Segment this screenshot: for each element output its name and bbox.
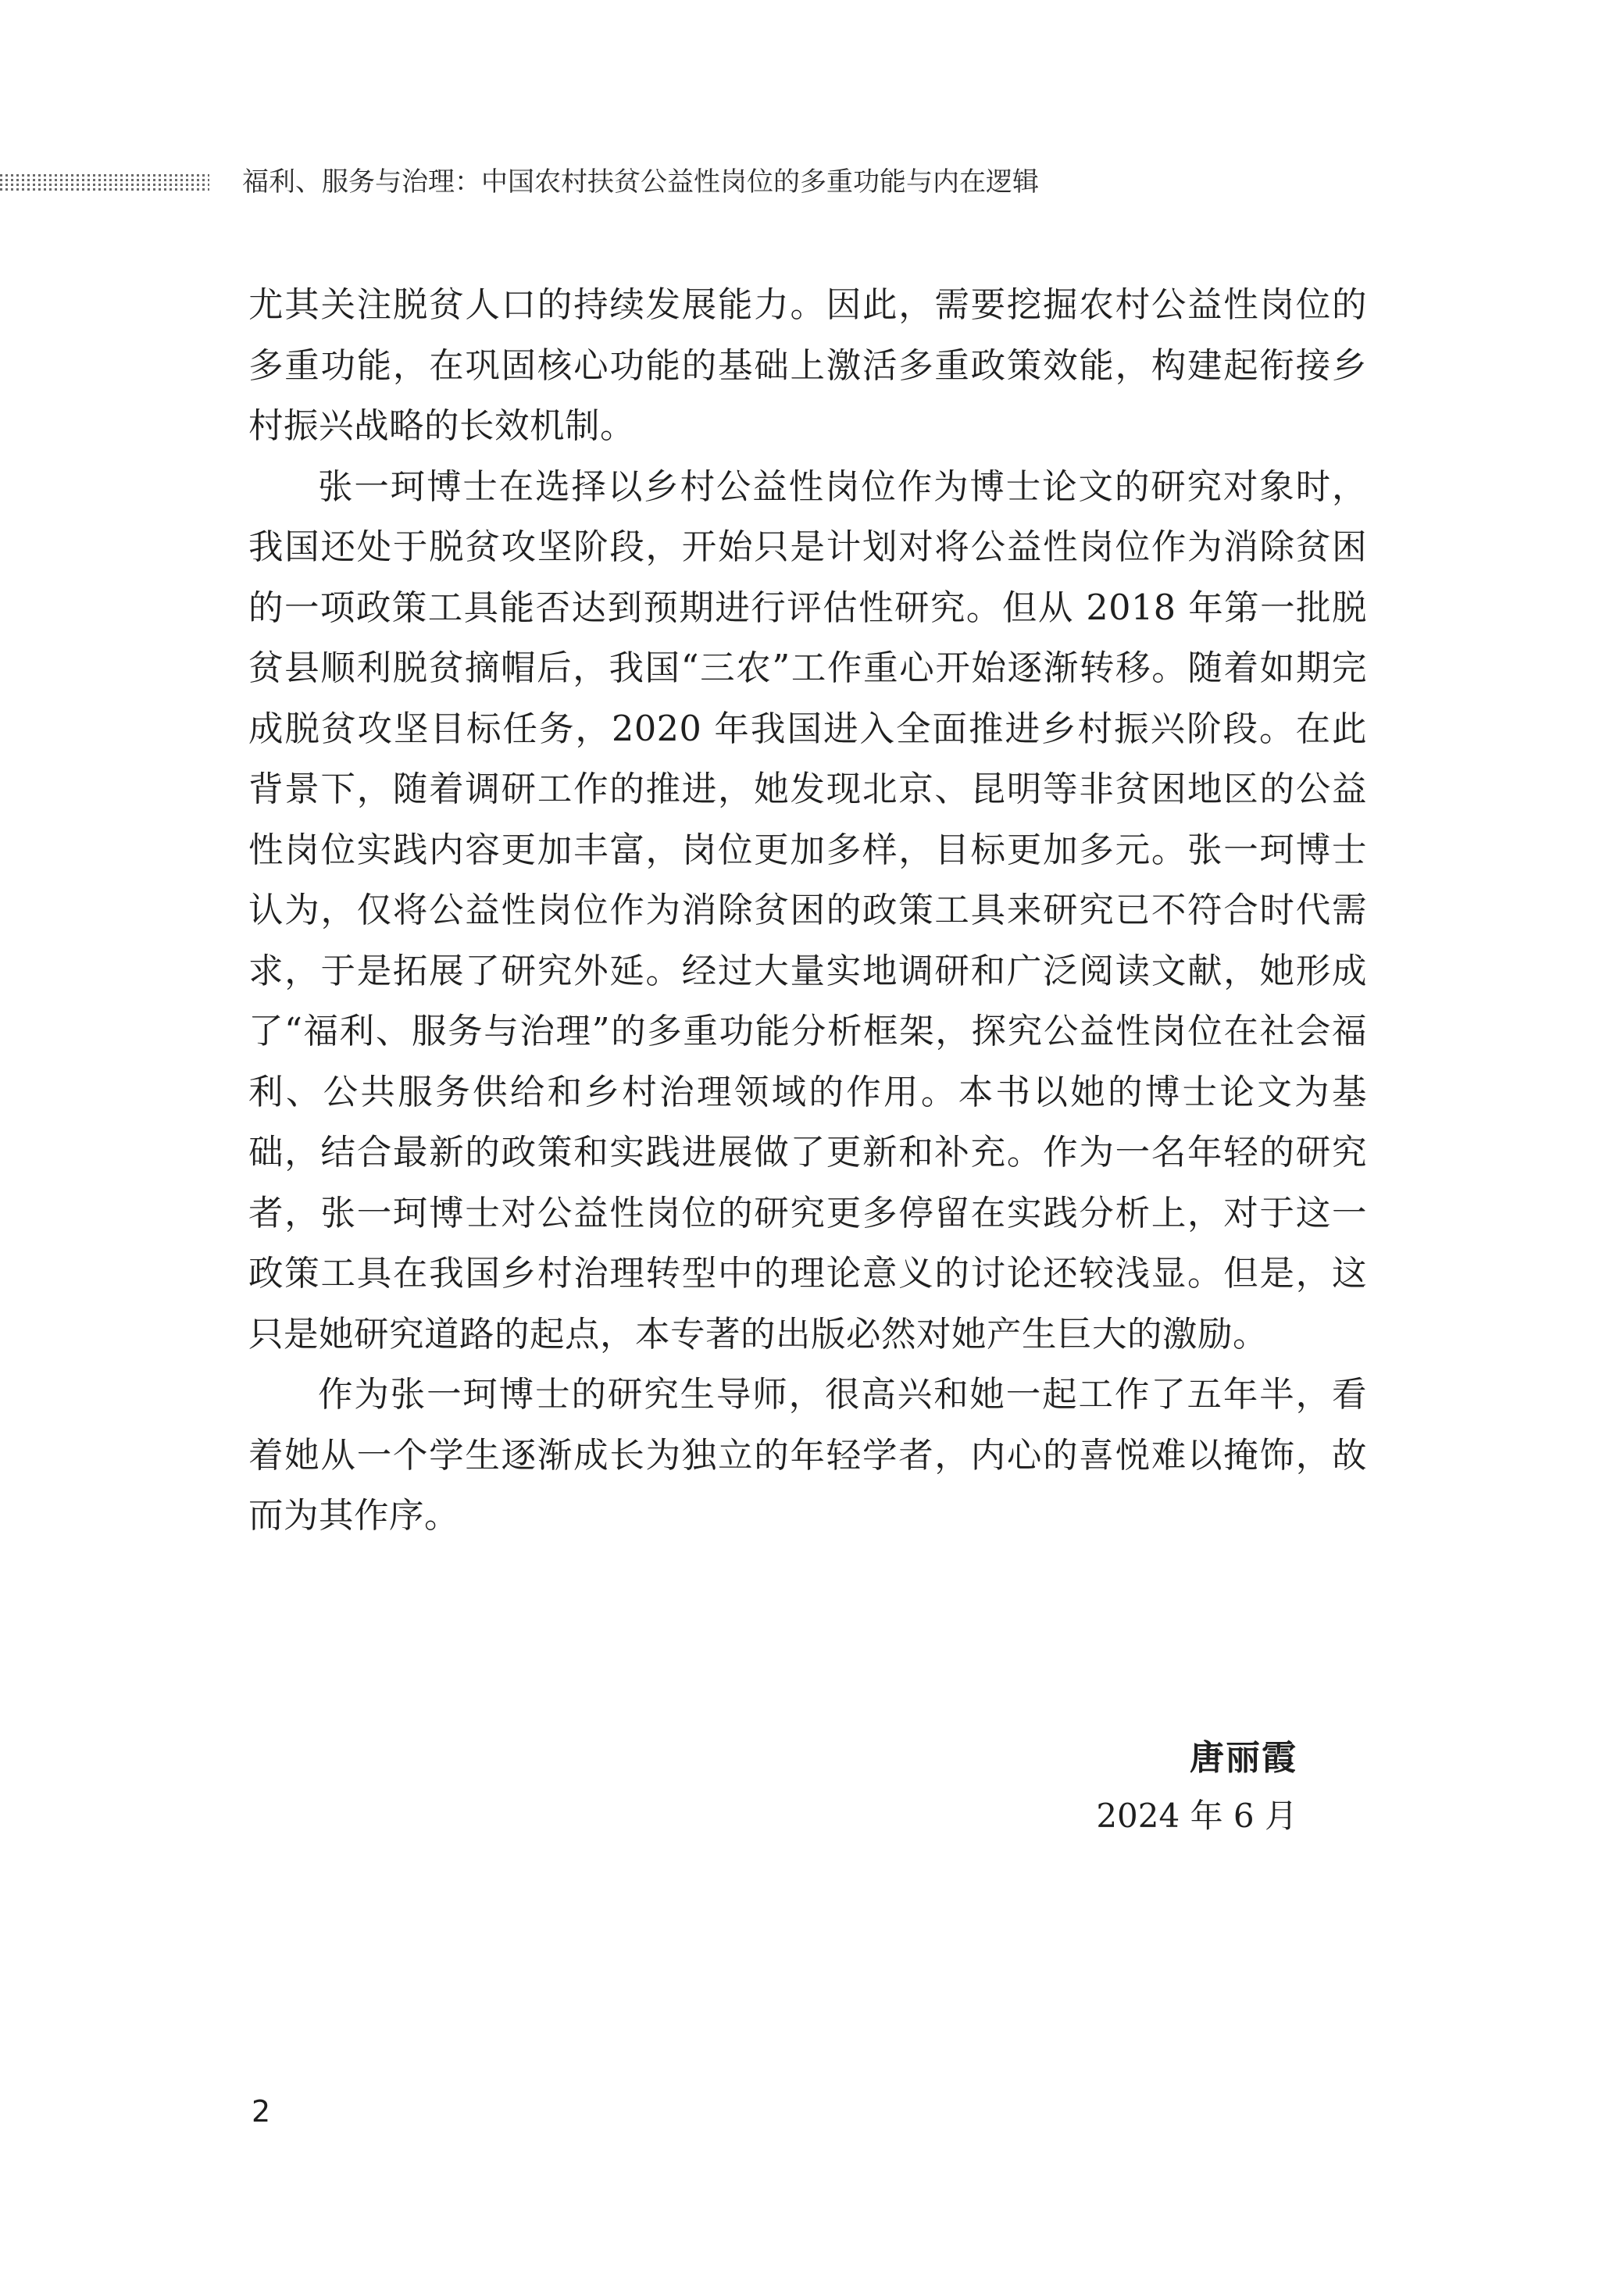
paragraph: 张一珂博士在选择以乡村公益性岗位作为博士论文的研究对象时，我国还处于脱贫攻坚阶段，开始只是计划对将公益性岗位作为消除贫困的一项政策工具能否达到预期进行评估性研究。但从 2018 年第一批脱贫县顺利脱贫摘帽后，我国“三农”工作重心开始逐渐转移。随着如期完成脱贫攻坚目标任务，2020 年我国进入全面推进乡村振兴阶段。在此背景下，随着调研工作的推进，她发现北京、昆明等非贫困地区的公益性岗位实践内容更加丰富，岗位更加多样，目标更加多元。张一珂博士认为，仅将公益性岗位作为消除贫困的政策工具来研究已不符合时代需求，于是拓展了研究外延。经过大量实地调研和广泛阅读文献，她形成了“福利、服务与治理”的多重功能分析框架，探究公益性岗位在社会福利、公共服务供给和乡村治理领域的作用。本书以她的博士论文为基础，结合最新的政策和实践进展做了更新和补充。作为一名年轻的研究者，张一珂博士对公益性岗位的研究更多停留在实践分析上，对于这一政策工具在我国乡村治理转型中的理论意义的讨论还较浅显。但是，这只是她研究道路的起点，本专著的出版必然对她产生巨大的激励。 [248,466,1367,1355]
body-text [248,275,1367,1547]
paragraph: 作为张一珂博士的研究生导师，很高兴和她一起工作了五年半，看着她从一个学生逐渐成长为独立的年轻学者，内心的喜悦难以掩饰，故而为其作序。 [248,1375,1367,1536]
signature-block [1096,1730,1297,1844]
page-number: 2 [252,2094,271,2129]
signature-date: 2024 年 6 月 [1096,1797,1297,1835]
header-dotted-ornament [0,174,209,191]
paragraph-continuation: 尤其关注脱贫人口的持续发展能力。因此，需要挖掘农村公益性岗位的多重功能，在巩固核心功能的基础上激活多重政策效能，构建起衔接乡村振兴战略的长效机制。 [248,285,1367,446]
author-name: 唐丽霞 [1190,1738,1297,1778]
running-header-title: 福利、服务与治理：中国农村扶贫公益性岗位的多重功能与内在逻辑 [242,166,1039,198]
running-header [0,160,1624,207]
